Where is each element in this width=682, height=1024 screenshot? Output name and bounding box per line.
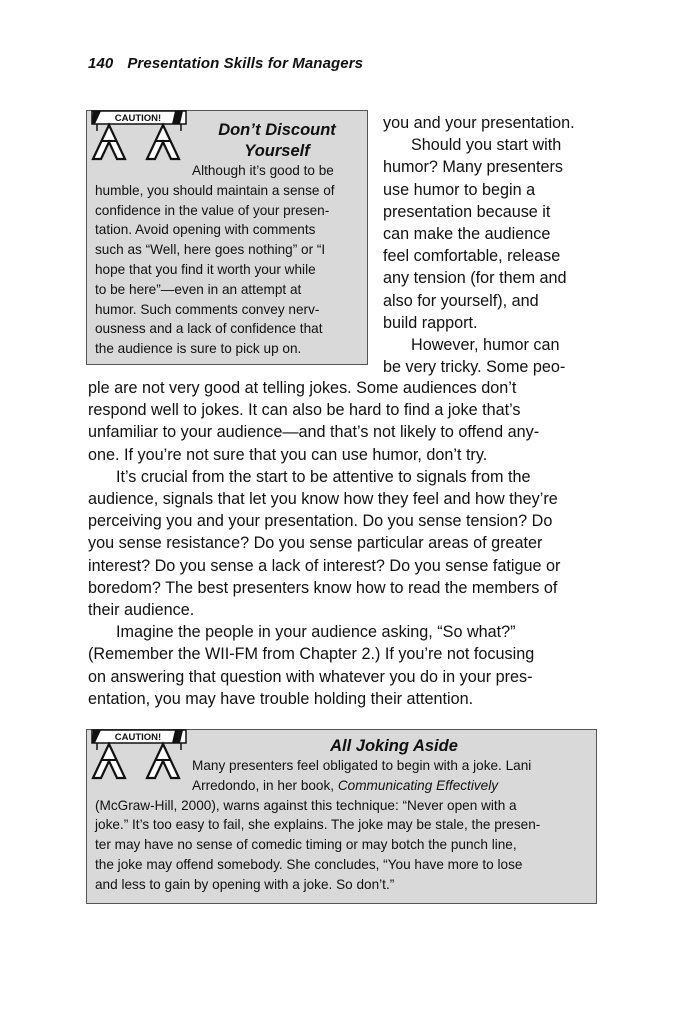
body-line: boredom? The best presenters know how to read the members of [88, 578, 558, 597]
sidebar-2-line [95, 776, 595, 796]
body-line: one. If you’re not sure that you can use humor, don’t try. [88, 445, 488, 464]
body-column-text [383, 112, 603, 378]
body-full-text [88, 377, 598, 710]
sidebar-1-line: the audience is sure to pick up on. [95, 341, 302, 357]
body-line: any tension (for them and [383, 269, 567, 288]
body-line: feel comfortable, release [383, 247, 561, 266]
page-number: 140 [88, 55, 114, 72]
body-line: respond well to jokes. It can also be hard to find a joke that’s [88, 401, 521, 420]
body-line: you and your presentation. [383, 114, 575, 132]
sidebar-1-title-line: Don’t Discount [218, 121, 336, 139]
book-title: Presentation Skills for Managers [127, 55, 364, 72]
body-line: Imagine the people in your audience asking, “So what?” [116, 623, 516, 642]
sidebar-1-line: Although it’s good to be [192, 163, 334, 178]
body-line: ple are not very good at telling jokes. Some audiences don’t [88, 379, 517, 397]
body-line: their audience. [88, 601, 195, 620]
sidebar-1-line: ousness and a lack of confidence that [95, 321, 323, 337]
body-line: interest? Do you sense a lack of interest? Do you sense fatigue or [88, 556, 561, 575]
caution-sidebar-1 [86, 110, 368, 365]
caution-label: CAUTION! [114, 113, 162, 124]
sidebar-2-line: the joke may offend somebody. She concludes, “You have more to lose [95, 856, 523, 872]
sidebar-1-title [195, 120, 359, 162]
caution-sidebar-2 [86, 729, 597, 904]
body-line: on answering that question with whatever you do in your pres- [88, 667, 533, 686]
body-line: humor? Many presenters [383, 158, 563, 177]
sidebar-1-line: humble, you should maintain a sense of [95, 182, 335, 198]
body-line: unfamiliar to your audience—and that’s not likely to offend any- [88, 423, 540, 442]
body-line: perceiving you and your presentation. Do you sense tension? Do [88, 512, 553, 531]
body-line: use humor to begin a [383, 180, 536, 199]
sidebar-2-body [95, 756, 595, 895]
caution-label: CAUTION! [114, 732, 162, 743]
sidebar-1-line: hope that you find it worth your while [95, 261, 316, 277]
sidebar-2-title: All Joking Aside [330, 737, 458, 755]
sidebar-1-title-line: Yourself [244, 142, 310, 160]
body-line: entation, you may have trouble holding their attention. [88, 689, 474, 708]
body-line: It’s crucial from the start to be attentive to signals from the [116, 467, 531, 486]
running-header [88, 55, 363, 72]
sidebar-1-line: tation. Avoid opening with comments [95, 222, 316, 238]
body-line: you sense resistance? Do you sense particular areas of greater [88, 534, 543, 553]
sidebar-1-line: humor. Such comments convey nerv- [95, 301, 320, 317]
sidebar-2-line-text: Arredondo, in her book, [192, 777, 338, 793]
body-line: However, humor can [411, 336, 560, 355]
sidebar-1-line: to be here”—even in an attempt at [95, 281, 302, 297]
body-line: Should you start with [411, 136, 562, 155]
body-line: be very tricky. Some peo- [383, 358, 566, 377]
body-line: can make the audience [383, 225, 551, 244]
sidebar-2-line: (McGraw-Hill, 2000), warns against this technique: “Never open with a [95, 797, 517, 813]
book-title-italic: Communicating Effectively [337, 777, 499, 793]
caution-icon [89, 109, 189, 161]
sidebar-2-line: Many presenters feel obligated to begin with a joke. Lani [192, 758, 532, 773]
sidebar-1-line: such as “Well, here goes nothing” or “I [95, 242, 326, 258]
sidebar-2-line: ter may have no sense of comedic timing or may botch the punch line, [95, 837, 517, 853]
sidebar-1-body [95, 161, 363, 359]
sidebar-1-line: confidence in the value of your presen- [95, 202, 330, 218]
body-line: build rapport. [383, 313, 478, 332]
body-line: audience, signals that let you know how they feel and how they’re [88, 490, 558, 509]
body-line: also for yourself), and [383, 291, 539, 310]
body-line: (Remember the WII-FM from Chapter 2.) If you’re not focusing [88, 645, 535, 664]
sidebar-2-line: and less to gain by opening with a joke. So don’t.” [95, 876, 395, 892]
body-line: presentation because it [383, 202, 551, 221]
sidebar-2-line: joke.” It’s too easy to fail, she explains. The joke may be stale, the presen- [95, 817, 541, 833]
